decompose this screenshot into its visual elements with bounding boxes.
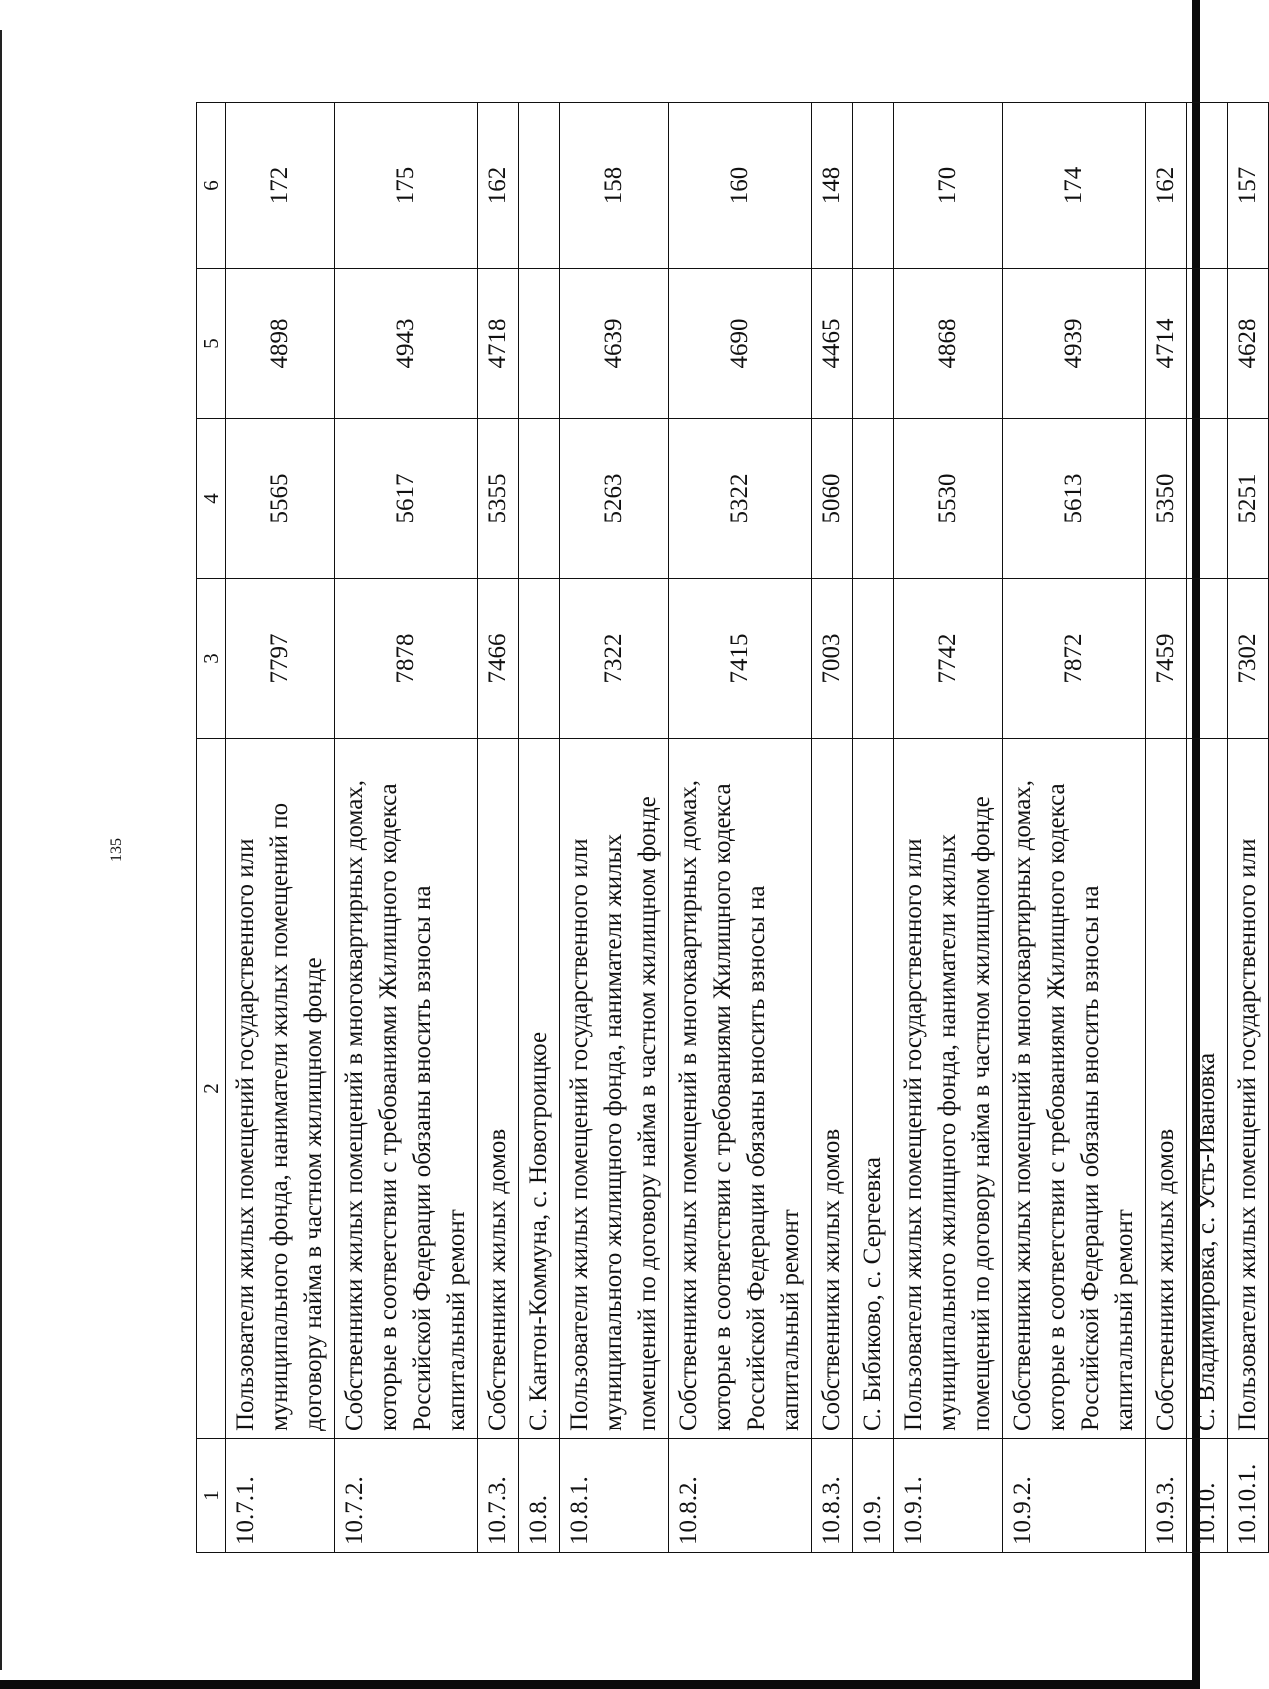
value-col-3: 7003	[812, 579, 853, 739]
value-col-4: 5350	[1146, 419, 1187, 579]
row-code: 10.8.	[519, 1439, 560, 1553]
value-col-3: 7459	[1146, 579, 1187, 739]
value-col-6: 162	[1146, 103, 1187, 269]
row-description: Пользователи жилых помещений государственного или	[1228, 739, 1269, 1439]
column-header: 3	[197, 579, 226, 739]
value-col-4	[853, 419, 894, 579]
table-row	[478, 103, 519, 1553]
value-col-3: 7466	[478, 579, 519, 739]
column-header: 2	[197, 739, 226, 1439]
value-col-4	[1187, 419, 1228, 579]
row-description: С. Владимировка, с. Усть-Ивановка	[1187, 739, 1228, 1439]
row-code: 10.9.3.	[1146, 1439, 1187, 1553]
table-row	[1228, 103, 1269, 1553]
table-row	[519, 103, 560, 1553]
value-col-3: 7322	[560, 579, 669, 739]
value-col-3: 7415	[669, 579, 812, 739]
table-row	[1187, 103, 1228, 1553]
row-description: Пользователи жилых помещений государственного или муниципального фонда, наниматели жилых помещений по договору найма в частном жилищном фонде	[226, 739, 335, 1439]
table-row	[812, 103, 853, 1553]
value-col-3: 7797	[226, 579, 335, 739]
value-col-4: 5322	[669, 419, 812, 579]
row-code: 10.7.1.	[226, 1439, 335, 1553]
value-col-4: 5565	[226, 419, 335, 579]
value-col-4: 5613	[1003, 419, 1146, 579]
table-row	[560, 103, 669, 1553]
page-number: 135	[108, 838, 125, 862]
row-description: Пользователи жилых помещений государственного или муниципального жилищного фонда, наниматели жилых помещений по договору найма в частном жилищном фонде	[894, 739, 1003, 1439]
row-description: Собственники жилых домов	[812, 739, 853, 1439]
value-col-4	[519, 419, 560, 579]
value-col-6	[853, 103, 894, 269]
row-code: 10.9.1.	[894, 1439, 1003, 1553]
row-description: Собственники жилых помещений в многоквартирных домах, которые в соответствии с требованиями Жилищного кодекса Российской Федерации обязаны вносить взносы на капитальный ремонт	[669, 739, 812, 1439]
value-col-6: 157	[1228, 103, 1269, 269]
row-code: 10.8.3.	[812, 1439, 853, 1553]
value-col-5: 4714	[1146, 269, 1187, 419]
column-header: 6	[197, 103, 226, 269]
table-row	[226, 103, 335, 1553]
value-col-4: 5251	[1228, 419, 1269, 579]
row-description: Пользователи жилых помещений государственного или муниципального жилищного фонда, наниматели жилых помещений по договору найма в частном жилищном фонде	[560, 739, 669, 1439]
row-code: 10.8.2.	[669, 1439, 812, 1553]
value-col-6: 170	[894, 103, 1003, 269]
value-col-4: 5617	[335, 419, 478, 579]
tariff-table	[196, 102, 1269, 1553]
value-col-4: 5060	[812, 419, 853, 579]
row-description: Собственники жилых домов	[478, 739, 519, 1439]
value-col-6: 160	[669, 103, 812, 269]
value-col-5	[519, 269, 560, 419]
table-row	[669, 103, 812, 1553]
value-col-4: 5355	[478, 419, 519, 579]
table-row	[894, 103, 1003, 1553]
row-code: 10.7.2.	[335, 1439, 478, 1553]
column-header: 4	[197, 419, 226, 579]
value-col-5: 4718	[478, 269, 519, 419]
scan-edge-left	[0, 30, 2, 1670]
value-col-6: 148	[812, 103, 853, 269]
value-col-5: 4898	[226, 269, 335, 419]
table-row	[1003, 103, 1146, 1553]
value-col-3: 7878	[335, 579, 478, 739]
value-col-5: 4690	[669, 269, 812, 419]
row-code: 10.8.1.	[560, 1439, 669, 1553]
row-code: 10.9.	[853, 1439, 894, 1553]
value-col-4: 5263	[560, 419, 669, 579]
value-col-6	[1187, 103, 1228, 269]
value-col-5: 4868	[894, 269, 1003, 419]
value-col-3: 7742	[894, 579, 1003, 739]
row-description: Собственники жилых домов	[1146, 739, 1187, 1439]
table-row	[1146, 103, 1187, 1553]
row-description: С. Кантон-Коммуна, с. Новотроицкое	[519, 739, 560, 1439]
rotated-table-container	[196, 103, 1261, 1553]
value-col-5	[853, 269, 894, 419]
value-col-6: 175	[335, 103, 478, 269]
value-col-6: 158	[560, 103, 669, 269]
table-row	[335, 103, 478, 1553]
value-col-6: 172	[226, 103, 335, 269]
value-col-5: 4939	[1003, 269, 1146, 419]
value-col-6: 174	[1003, 103, 1146, 269]
column-header: 5	[197, 269, 226, 419]
row-code: 10.10.	[1187, 1439, 1228, 1553]
scan-edge-bottom	[0, 1680, 1200, 1689]
row-code: 10.10.1.	[1228, 1439, 1269, 1553]
value-col-5: 4465	[812, 269, 853, 419]
value-col-4: 5530	[894, 419, 1003, 579]
table-header-row	[197, 103, 226, 1553]
row-description: Собственники жилых помещений в многоквартирных домах, которые в соответствии с требованиями Жилищного кодекса Российской Федерации обязаны вносить взносы на капитальный ремонт	[1003, 739, 1146, 1439]
value-col-5	[1187, 269, 1228, 419]
row-description: Собственники жилых помещений в многоквартирных домах, которые в соответствии с требованиями Жилищного кодекса Российской Федерации обязаны вносить взносы на капитальный ремонт	[335, 739, 478, 1439]
value-col-3	[519, 579, 560, 739]
row-description: С. Бибиково, с. Сергеевка	[853, 739, 894, 1439]
row-code: 10.9.2.	[1003, 1439, 1146, 1553]
value-col-3: 7872	[1003, 579, 1146, 739]
value-col-3	[853, 579, 894, 739]
value-col-5: 4628	[1228, 269, 1269, 419]
value-col-3	[1187, 579, 1228, 739]
value-col-3: 7302	[1228, 579, 1269, 739]
value-col-5: 4639	[560, 269, 669, 419]
value-col-5: 4943	[335, 269, 478, 419]
table-row	[853, 103, 894, 1553]
row-code: 10.7.3.	[478, 1439, 519, 1553]
column-header: 1	[197, 1439, 226, 1553]
value-col-6: 162	[478, 103, 519, 269]
value-col-6	[519, 103, 560, 269]
